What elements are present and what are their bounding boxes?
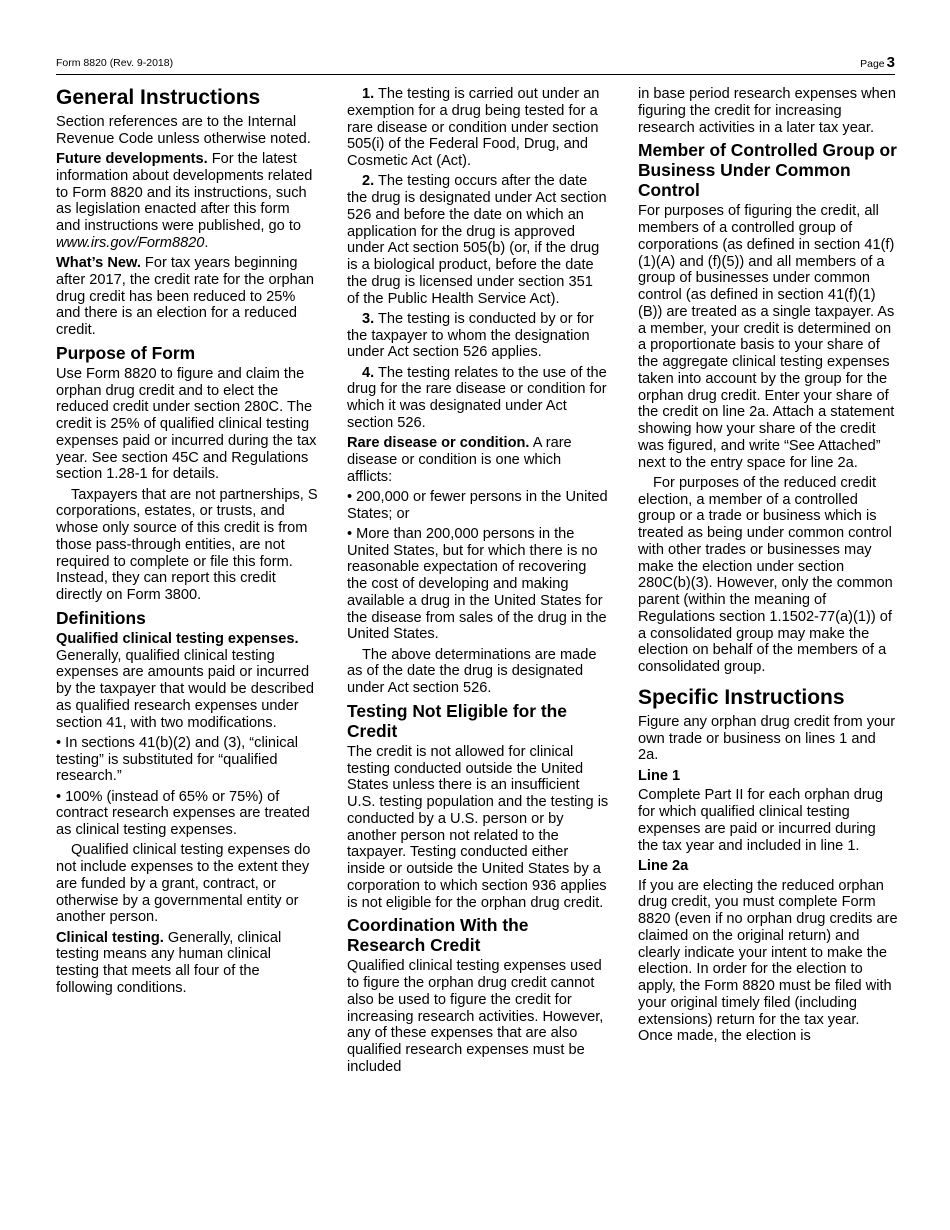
rare-disease-bullet-2: • More than 200,000 persons in the United States, but for which there is no reasonable expectation of recovering the cost of developing and making available a drug in the United States for the disease from sales of the drug in the United States. — [347, 525, 607, 643]
rare-disease-heading: Rare disease or condition. — [347, 435, 530, 451]
condition-2 — [347, 173, 609, 307]
condition-2-number: 2. — [362, 173, 375, 190]
modification-bullet-1: • In sections 41(b)(2) and (3), “clinical testing” is substituted for “qualified research.” — [56, 734, 298, 785]
clinical-testing-paragraph — [56, 930, 318, 997]
future-developments-paragraph — [56, 151, 318, 252]
controlled-group-title: Member of Controlled Group or Business Under Common Control — [638, 140, 897, 201]
qualified-expenses-text: Generally, qualified clinical testing expenses are amounts paid or incurred by the taxpayer that would be described as qualified research expenses under section 41, with two modifications. — [56, 647, 314, 731]
page-header — [56, 54, 895, 74]
modification-bullet-2: • 100% (instead of 65% or 75%) of contract research expenses are treated as clinical testing expenses. — [56, 788, 310, 838]
page-number-value: 3 — [886, 54, 895, 71]
testing-not-eligible-paragraph: The credit is not allowed for clinical testing conducted outside the United States unless there is an insufficient U.S. testing population and the testing is conducted by a U.S. person or by another person not related to the taxpayer. Testing conducted either inside or outside the United States by a corporation to which section 936 applies is not eligible for the orphan drug credit. — [347, 743, 609, 911]
condition-3-number: 3. — [362, 310, 375, 327]
purpose-paragraph-2: Taxpayers that are not partnerships, S corporations, estates, or trusts, and whose only source of this credit is from those pass-through entities, are not required to complete or file this form. Instead, they can report this credit directly on Form 3800. — [56, 486, 318, 603]
clinical-testing-heading: Clinical testing. — [56, 929, 164, 946]
condition-4-number: 4. — [362, 364, 375, 381]
future-developments-heading: Future developments. — [56, 151, 208, 167]
column-1 — [56, 86, 318, 1000]
section-references-paragraph: Section references are to the Internal Revenue Code unless otherwise noted. — [56, 114, 311, 147]
determinations-paragraph: The above determinations are made as of the date the drug is designated under Act section 526. — [347, 646, 597, 696]
clinical-testing-text: Generally, clinical testing means any human clinical testing that meets all four of the following conditions. — [56, 929, 282, 996]
condition-1-number: 1. — [362, 86, 375, 102]
controlled-group-paragraph-1: For purposes of figuring the credit, all members of a controlled group of corporations (as defined in section 41(f)(1)(A) and (f)(5)) and all members of a group of businesses under common control (as defined in section 41(f)(1)(B)) are treated as a single taxpayer. As a member, your credit is determined on a proportionate basis to your share of the aggregate clinical testing expenses taken into account by the group for the orphan drug credit. Enter your share of the credit on line 2a. Attach a statement showing how your share of the credit was figured, and write “See Attached” next to the entry space for line 2a. — [638, 203, 895, 471]
header-rule — [56, 74, 895, 75]
line-2a-paragraph: If you are electing the reduced orphan drug credit, you must complete Form 8820 (even if no orphan drug credits are claimed on the original return) and clearly indicate your intent to make the election. In order for the election to apply, the Form 8820 must be filed with your original timely filed (including extensions) return for the tax year. Once made, the election is — [638, 877, 898, 1045]
coordination-continued-paragraph: in base period research expenses when figuring the credit for increasing research activities in a later tax year. — [638, 86, 896, 136]
condition-4-text: The testing relates to the use of the drug for the rare disease or condition for which it was designated under Act section 526. — [347, 364, 607, 431]
purpose-of-form-title: Purpose of Form — [56, 342, 196, 363]
whats-new-heading: What’s New. — [56, 255, 141, 271]
coordination-paragraph: Qualified clinical testing expenses used to figure the orphan drug credit cannot also be used to figure the credit for increasing research activities. However, any of these expenses that are also qualified research expenses must be included — [347, 958, 604, 1075]
rare-disease-paragraph — [347, 435, 609, 485]
column-2 — [347, 86, 609, 1079]
page-number — [860, 54, 895, 71]
condition-3 — [347, 311, 609, 361]
irs-form-link[interactable]: www.irs.gov/Form8820 — [56, 234, 205, 251]
future-developments-text: For the latest information about developments related to Form 8820 and its instructions, such as legislation enacted after this form and instructions were published, go to — [56, 151, 313, 234]
general-instructions-title: General Instructions — [56, 86, 261, 109]
line-1-paragraph: Complete Part II for each orphan drug for which qualified clinical testing expenses are paid or incurred during the tax year and included in line 1. — [638, 787, 883, 854]
future-developments-end: . — [204, 234, 209, 251]
condition-1-text: The testing is carried out under an exemption for a drug being tested for a rare disease or condition under section 505(i) of the Federal Food, Drug, and Cosmetic Act (Act). — [347, 86, 600, 169]
controlled-group-paragraph-2: For purposes of the reduced credit election, a member of a controlled group or a trade or business which is treated as being under common control with other trades or businesses may make the election under section 280C(b)(3). However, only the common parent (within the meaning of Regulations section 1.1502-77(a)(1)) of a consolidated group may make the election on behalf of the members of a consolidated group. — [638, 474, 893, 675]
column-3 — [638, 86, 898, 1049]
definitions-title: Definitions — [56, 607, 146, 628]
rare-disease-bullet-1: • 200,000 or fewer persons in the United States; or — [347, 488, 608, 522]
specific-instructions-title: Specific Instructions — [638, 685, 845, 709]
testing-not-eligible-title: Testing Not Eligible for the Credit — [347, 700, 567, 741]
form-identifier: Form 8820 (Rev. 9-2018) — [56, 57, 174, 69]
line-1-title: Line 1 — [638, 767, 681, 784]
condition-4 — [347, 365, 609, 432]
condition-1 — [347, 86, 609, 170]
whats-new-paragraph — [56, 255, 318, 339]
qualified-expenses-paragraph — [56, 631, 318, 732]
condition-3-text: The testing is conducted by or for the taxpayer to whom the designation under Act section 526 applies. — [347, 310, 594, 361]
whats-new-text: For tax years beginning after 2017, the credit rate for the orphan drug credit has been reduced to 25% and there is an election for a reduced credit. — [56, 255, 314, 338]
specific-instructions-paragraph: Figure any orphan drug credit from your own trade or business on lines 1 and 2a. — [638, 713, 896, 764]
condition-2-text: The testing occurs after the date the drug is designated under Act section 526 and before the date on which an application for the drug is approved under Act section 505(b) (or, if the drug is a biological product, before the date the drug is licensed under section 351 of the Public Health Service Act). — [347, 173, 607, 307]
rare-disease-text: A rare disease or condition is one which afflicts: — [347, 435, 572, 485]
qualified-expenses-heading: Qualified clinical testing expenses. — [56, 630, 299, 647]
page-label: Page — [860, 58, 885, 70]
coordination-title: Coordination With the Research Credit — [347, 915, 529, 956]
qualified-expenses-paragraph-2: Qualified clinical testing expenses do not include expenses to the extent they are funded by a grant, contract, or otherwise by a governmental entity or another person. — [56, 842, 311, 926]
line-2a-title: Line 2a — [638, 857, 689, 874]
purpose-paragraph-1: Use Form 8820 to figure and claim the orphan drug credit and to elect the reduced credit under section 280C. The credit is 25% of qualified clinical testing expenses paid or incurred during the tax year. See section 45C and Regulations section 1.28-1 for details. — [56, 365, 317, 483]
